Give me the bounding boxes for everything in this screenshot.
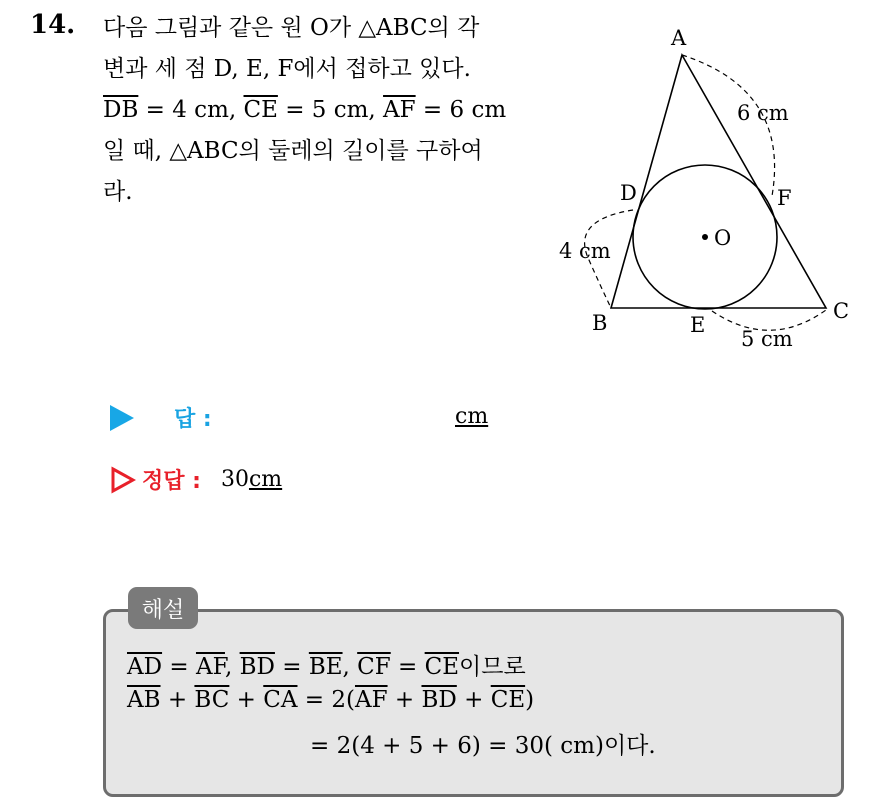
- seg-bd-2: $\overline{BD}$: [421, 687, 457, 713]
- play-triangle-icon: [110, 405, 134, 431]
- length-db: 4 cm: [559, 239, 611, 263]
- segment-af-value: = 6 cm: [415, 97, 507, 123]
- solution-line-3: = 2(4 + 5 + 6) = 30( cm)이다.: [310, 733, 656, 759]
- label-b: B: [592, 311, 608, 335]
- solution-tag: 해설: [128, 587, 198, 629]
- label-d: D: [620, 181, 637, 205]
- seg-ca: $\overline{CA}$: [263, 687, 298, 713]
- solution-line-2: $\overline{AB} + \overline{BC} + \overline{CA} = 2(\overline{AF} + \overline{BD} + \overline{CE})$: [127, 687, 535, 713]
- question-line-2: 변과 세 점 D, E, F에서 접하고 있다.: [103, 56, 471, 82]
- seg-be: $\overline{BE}$: [308, 654, 343, 680]
- seg-af: $\overline{AF}$: [195, 654, 225, 680]
- label-a: A: [671, 26, 687, 50]
- correct-value: 30: [220, 467, 249, 492]
- length-af: 6 cm: [737, 101, 789, 125]
- seg-af-2: $\overline{AF}$: [354, 687, 388, 713]
- label-f: F: [777, 186, 792, 210]
- correct-row: [110, 464, 282, 495]
- triangle-incircle-figure: [545, 20, 875, 360]
- question-line-4: 일 때, △ABC의 둘레의 길이를 구하여: [103, 138, 483, 164]
- solution-line-1: $\overline{AD} = \overline{AF}$, $\overline{BD} = \overline{BE}$, $\overline{CF} = \overline{CE}$이므로: [127, 654, 526, 680]
- outline-triangle-icon: [110, 466, 136, 494]
- center-point: [702, 234, 708, 240]
- segment-ce: $\overline{CE}$: [243, 97, 278, 123]
- label-e: E: [690, 313, 706, 337]
- solution-line-1-tail: 이므로: [459, 654, 526, 680]
- question-line-1: 다음 그림과 같은 원 O가 △ABC의 각: [103, 15, 480, 41]
- seg-bd: $\overline{BD}$: [239, 654, 275, 680]
- question-text: [103, 8, 533, 213]
- seg-ad: $\overline{AD}$: [127, 654, 163, 680]
- triangle-abc: [611, 55, 826, 308]
- segment-ce-value: = 5 cm,: [277, 97, 384, 123]
- question-line-3: [103, 90, 533, 131]
- answer-unit: cm: [455, 404, 489, 429]
- seg-ce-2: $\overline{CE}$: [490, 687, 526, 713]
- segment-db: $\overline{DB}$: [103, 97, 139, 123]
- segment-af: $\overline{AF}$: [383, 97, 416, 123]
- correct-unit: cm: [248, 467, 283, 492]
- answer-row: [110, 402, 212, 433]
- seg-bc: $\overline{BC}$: [194, 687, 230, 713]
- answer-label: 답 :: [174, 407, 212, 432]
- length-ce: 5 cm: [741, 327, 793, 351]
- label-c: C: [833, 299, 850, 323]
- seg-cf: $\overline{CF}$: [357, 654, 391, 680]
- label-o: O: [714, 226, 732, 250]
- question-line-5: 라.: [103, 179, 133, 205]
- seg-ab: $\overline{AB}$: [127, 687, 161, 713]
- arc-af: [682, 55, 775, 196]
- question-number: 14.: [30, 10, 76, 40]
- segment-db-value: = 4 cm,: [138, 97, 244, 123]
- correct-label: 정답 :: [142, 469, 201, 494]
- seg-ce: $\overline{CE}$: [424, 654, 460, 680]
